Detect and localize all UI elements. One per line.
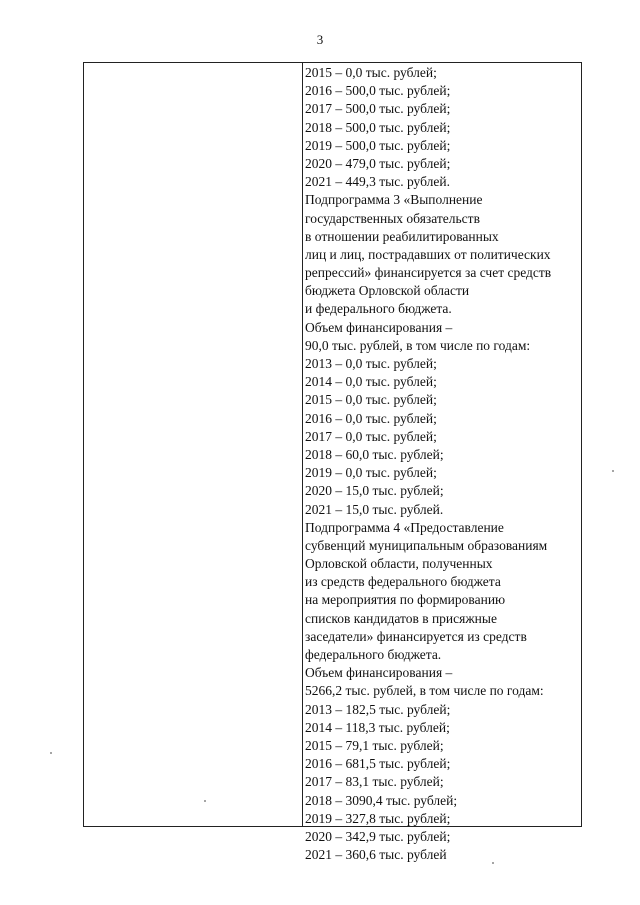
text-line: лиц и лиц, пострадавших от политических — [305, 246, 551, 262]
funding-table — [83, 62, 582, 863]
text-line: 2016 – 500,0 тыс. рублей; — [305, 83, 451, 99]
text-line: 2018 – 3090,4 тыс. рублей; — [305, 792, 458, 808]
text-line: 2019 – 0,0 тыс. рублей; — [305, 465, 437, 481]
text-line: 2020 – 15,0 тыс. рублей; — [305, 483, 444, 499]
text-line: 2020 – 342,9 тыс. рублей; — [305, 828, 451, 844]
text-line: на мероприятия по формированию — [305, 592, 506, 608]
text-line: 2021 – 449,3 тыс. рублей. — [305, 174, 450, 190]
text-line: 2018 – 500,0 тыс. рублей; — [305, 119, 451, 135]
text-line: государственных обязательств — [305, 210, 480, 226]
text-line: 2013 – 0,0 тыс. рублей; — [305, 356, 437, 371]
scan-speck — [204, 800, 206, 802]
column-divider — [302, 63, 303, 826]
text-line: 2015 – 0,0 тыс. рублей; — [305, 392, 437, 408]
text-line: Орловской области, полученных — [305, 556, 493, 572]
text-line: в отношении реабилитированных — [305, 228, 499, 244]
text-line: 2017 – 83,1 тыс. рублей; — [305, 774, 444, 790]
text-line: из средств федерального бюджета — [305, 574, 501, 590]
text-line: Подпрограмма 4 «Предоставление — [305, 519, 504, 535]
table-left-cell — [84, 63, 302, 826]
text-line: Объем финансирования – — [305, 319, 453, 335]
text-line: и федерального бюджета. — [305, 301, 452, 317]
text-line: Подпрограмма 3 «Выполнение — [305, 192, 483, 208]
text-line: 5266,2 тыс. рублей, в том числе по годам: — [305, 683, 544, 699]
text-line: репрессий» финансируется за счет средств — [305, 265, 552, 281]
text-line: бюджета Орловской области — [305, 283, 470, 299]
scan-speck — [50, 752, 52, 754]
text-line: заседатели» финансируется из средств — [305, 628, 527, 644]
text-line: 2013 – 182,5 тыс. рублей; — [305, 701, 451, 717]
text-line: 2016 – 0,0 тыс. рублей; — [305, 410, 437, 426]
text-line: 2014 – 0,0 тыс. рублей; — [305, 374, 437, 390]
text-line: 2019 – 327,8 тыс. рублей; — [305, 810, 451, 826]
text-line: субвенций муниципальным образованиям — [305, 537, 548, 553]
text-line: 2019 – 500,0 тыс. рублей; — [305, 137, 451, 153]
page-number: 3 — [316, 32, 324, 47]
text-line: 2017 – 500,0 тыс. рублей; — [305, 101, 451, 117]
scan-speck — [612, 470, 614, 472]
text-line: 2021 – 15,0 тыс. рублей. — [305, 501, 444, 517]
scan-speck — [492, 862, 494, 864]
text-line: Объем финансирования – — [305, 665, 453, 681]
text-line: 90,0 тыс. рублей, в том числе по годам: — [305, 337, 531, 353]
table-right-cell — [305, 63, 581, 864]
text-line: списков кандидатов в присяжные — [305, 610, 497, 626]
text-line: 2015 – 79,1 тыс. рублей; — [305, 737, 444, 753]
text-line: 2016 – 681,5 тыс. рублей; — [305, 756, 451, 772]
text-line: 2021 – 360,6 тыс. рублей — [305, 847, 447, 863]
text-line: федерального бюджета. — [305, 647, 442, 662]
text-line: 2020 – 479,0 тыс. рублей; — [305, 155, 451, 171]
text-line: 2017 – 0,0 тыс. рублей; — [305, 428, 437, 444]
text-line: 2014 – 118,3 тыс. рублей; — [305, 719, 450, 735]
text-line: 2018 – 60,0 тыс. рублей; — [305, 446, 444, 462]
text-line: 2015 – 0,0 тыс. рублей; — [305, 65, 437, 80]
